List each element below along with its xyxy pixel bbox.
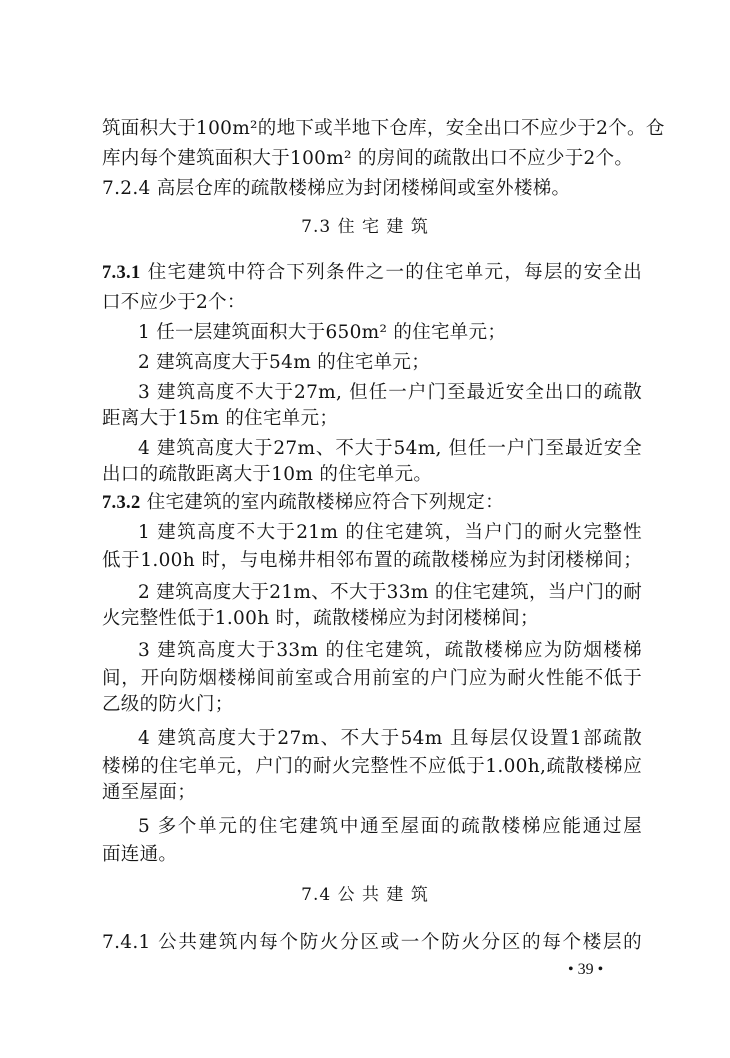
list-item-cont: 面连通。	[102, 844, 178, 865]
clause-text: 住宅建筑中符合下列条件之一的住宅单元，每层的安全出	[147, 262, 642, 283]
list-item: 1 任一层建筑面积大于650m² 的住宅单元；	[138, 322, 507, 343]
clause-number: 7.3.1	[102, 263, 141, 283]
list-item-cont: 通至屋面；	[102, 782, 197, 803]
section-heading-7-4: 7.4 公 共 建 筑	[301, 885, 429, 905]
list-item-cont: 出口的疏散距离大于10m 的住宅单元。	[102, 464, 433, 485]
list-item-cont: 距离大于15m 的住宅单元；	[102, 408, 339, 429]
page-number: • 39 •	[568, 961, 604, 978]
clause-text: 住宅建筑的室内疏散楼梯应符合下列规定：	[146, 492, 504, 513]
list-item: 4 建筑高度大于27m、不大于54m, 但任一户门至最近安全	[138, 438, 642, 459]
list-item: 3 建筑高度大于33m 的住宅建筑，疏散楼梯应为防烟楼梯	[138, 640, 642, 661]
clause-number: 7.3.2	[102, 493, 141, 513]
clause-7-4-1: 7.4.1 公共建筑内每个防火分区或一个防火分区的每个楼层的	[102, 932, 642, 953]
list-item: 2 建筑高度大于21m、不大于33m 的住宅建筑，当户门的耐	[138, 582, 642, 603]
list-item: 5 多个单元的住宅建筑中通至屋面的疏散楼梯应能通过屋	[138, 816, 642, 837]
section-heading-7-3: 7.3 住 宅 建 筑	[301, 217, 429, 237]
list-item: 3 建筑高度不大于27m, 但任一户门至最近安全出口的疏散	[138, 382, 642, 403]
clause-7-2-4: 7.2.4 高层仓库的疏散楼梯应为封闭楼梯间或室外楼梯。	[102, 178, 571, 199]
list-item-cont: 楼梯的住宅单元，户门的耐火完整性不应低于1.00h,疏散楼梯应	[102, 756, 642, 777]
list-item-cont: 间，开向防烟楼梯间前室或合用前室的户门应为耐火性能不低于	[102, 668, 642, 689]
text-line: 口不应少于2个：	[102, 292, 246, 313]
list-item-cont: 低于1.00h 时，与电梯井相邻布置的疏散楼梯应为封闭楼梯间；	[102, 550, 642, 571]
text-line: 筑面积大于100m²的地下或半地下仓库，安全出口不应少于2个。仓	[102, 118, 665, 139]
list-item-cont: 火完整性低于1.00h 时，疏散楼梯应为封闭楼梯间；	[102, 608, 539, 629]
clause-7-3-2-line	[102, 488, 642, 518]
list-item: 4 建筑高度大于27m、不大于54m 且每层仅设置1部疏散	[138, 728, 642, 749]
text-line: 库内每个建筑面积大于100m² 的房间的疏散出口不应少于2个。	[102, 148, 634, 169]
list-item-cont: 乙级的防火门；	[102, 694, 234, 715]
clause-7-3-1-line	[102, 258, 642, 288]
list-item: 1 建筑高度不大于21m 的住宅建筑，当户门的耐火完整性	[138, 522, 642, 543]
list-item: 2 建筑高度大于54m 的住宅单元；	[138, 352, 431, 373]
